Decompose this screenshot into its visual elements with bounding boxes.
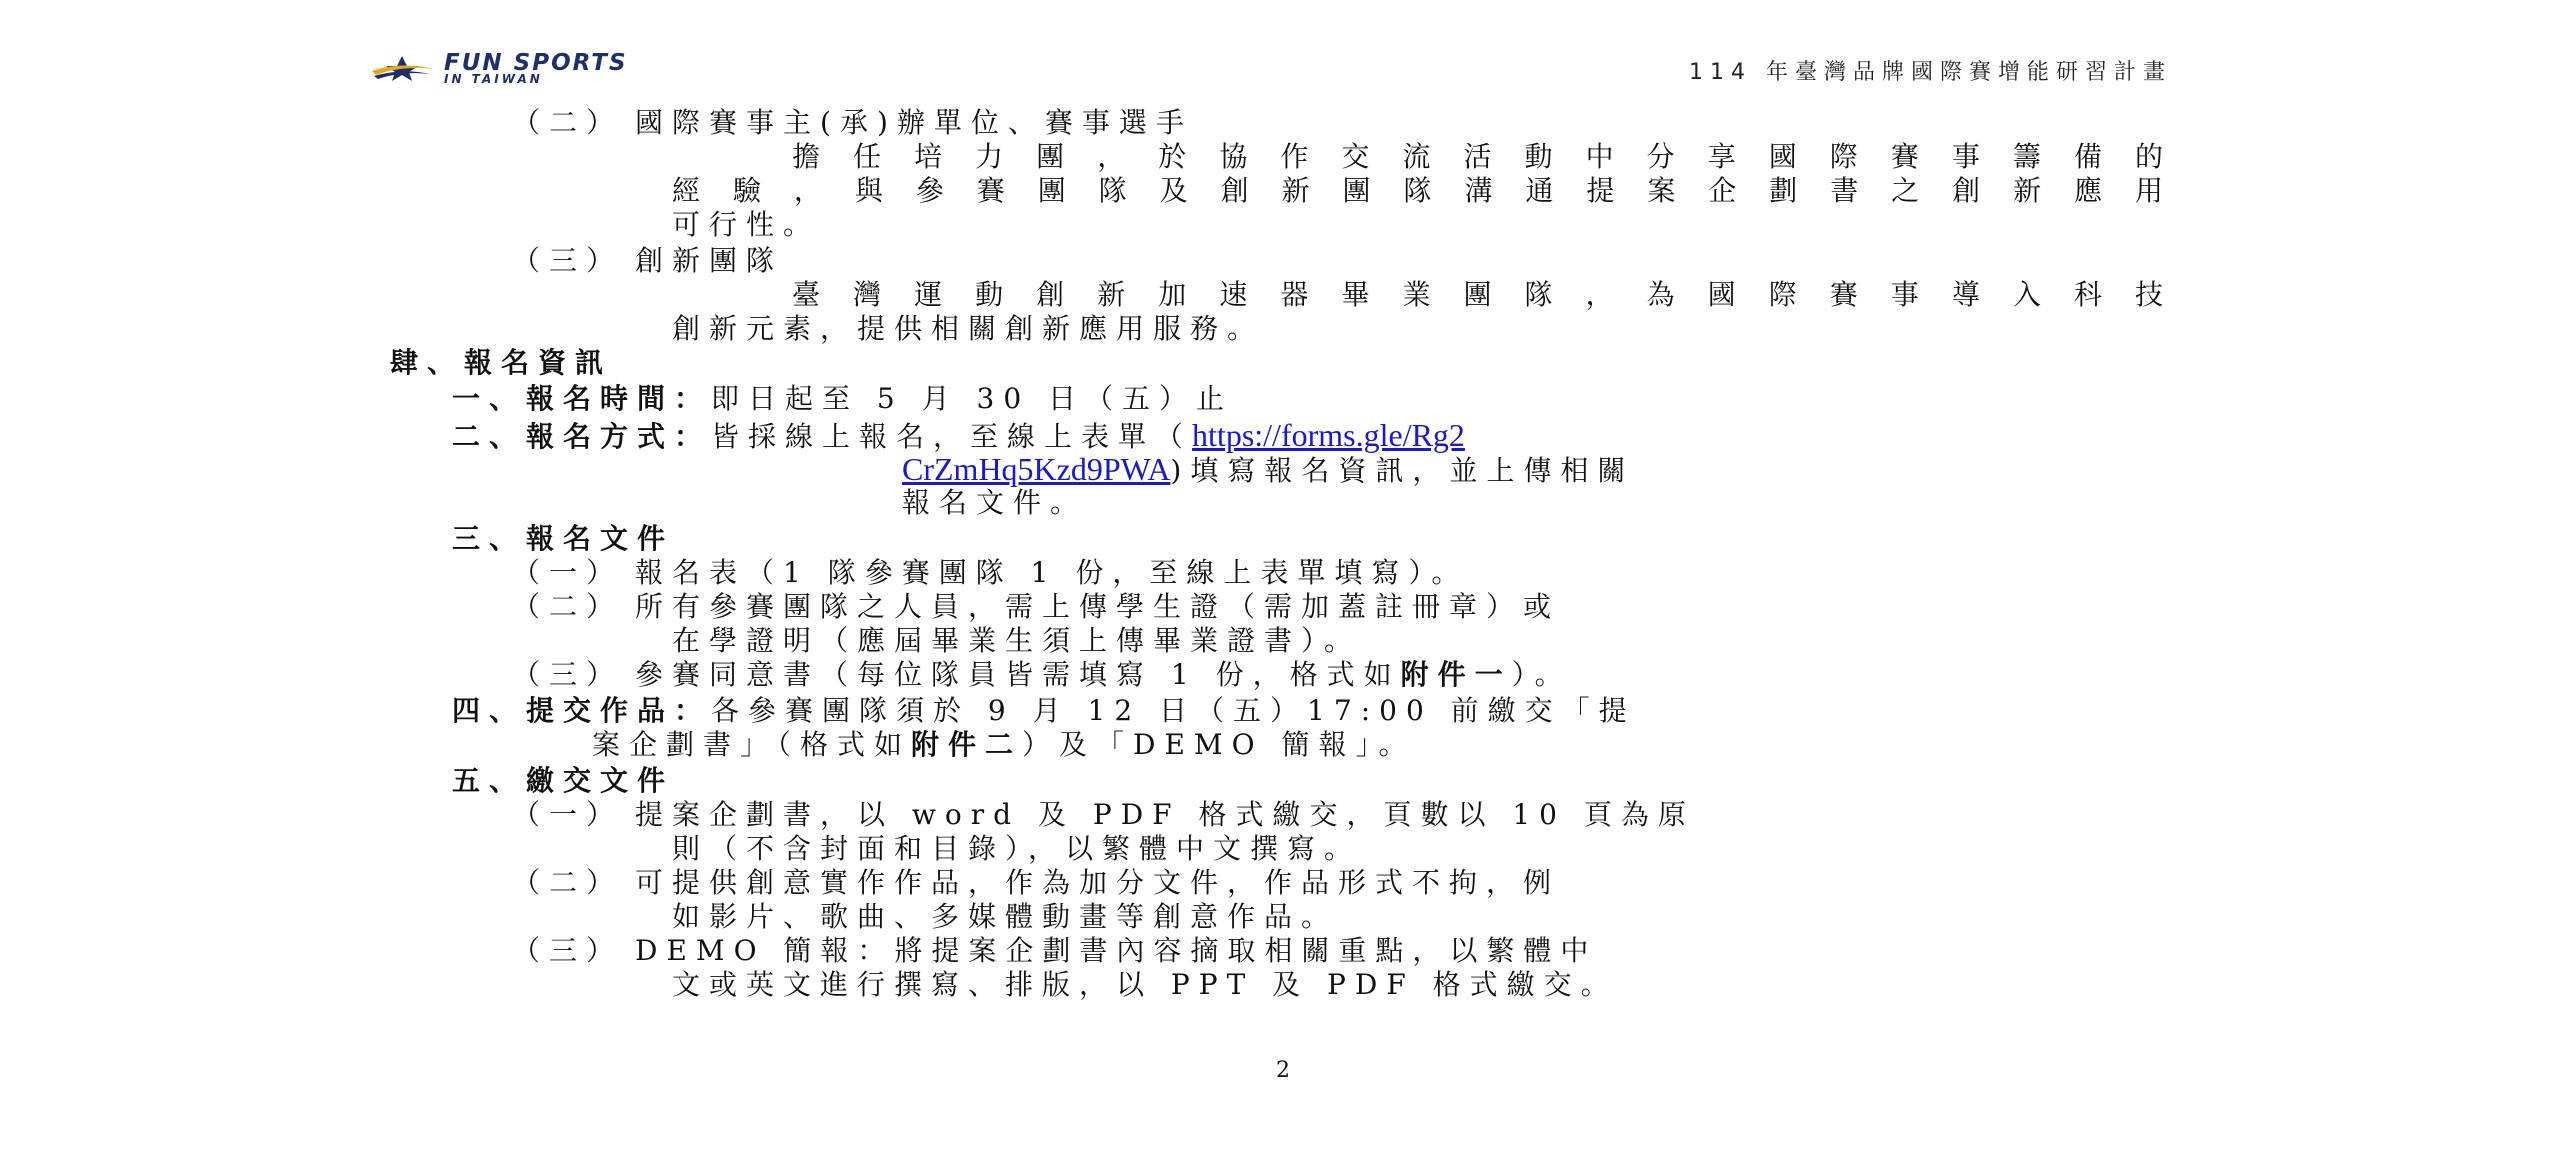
paragraph-line: 如影片、歌曲、多媒體動畫等創意作品。 (672, 900, 1339, 933)
list-item (512, 934, 1597, 968)
item-text: 報名表（1 隊參賽團隊 1 份，至線上表單填寫）。 (635, 556, 1469, 589)
item-text: 提案企劃書，以 word 及 PDF 格式繳交，頁數以 10 頁為原 (635, 798, 1695, 831)
subsection-heading: 五、繳交文件 (452, 764, 675, 797)
section-2-2-heading (512, 106, 1193, 140)
section-heading: 肆、報名資訊 (390, 346, 613, 379)
item-label: 二、報名方式： (452, 420, 712, 453)
item-text: 皆採線上報名，至線上表單（ (711, 420, 1193, 453)
form-link[interactable]: https://forms.gle/Rg2 (1192, 417, 1465, 453)
paragraph-line: 在學證明（應屆畢業生須上傳畢業證書）。 (672, 624, 1362, 657)
item-label: （三） (512, 658, 624, 691)
paragraph-line: 文或英文進行撰寫、排版，以 PPT 及 PDF 格式繳交。 (672, 968, 1618, 1001)
paragraph-line: 經驗，與參賽團隊及創新團隊溝通提案企劃書之創新應用 (672, 174, 2172, 207)
list-item (512, 590, 1560, 624)
item-text: ）。 (1511, 658, 1572, 691)
item-label: （二） (512, 866, 624, 899)
subsection-heading: 三、報名文件 (452, 522, 675, 555)
list-item (512, 556, 1468, 590)
submission-item-cont (592, 728, 1415, 762)
logo-line1: FUN SPORTS (444, 49, 628, 76)
registration-method-cont (902, 452, 1634, 488)
paragraph-line: 則（不含封面和目錄），以繁體中文撰寫。 (672, 832, 1362, 865)
item-text: DEMO 簡報：將提案企劃書內容摘取相關重點，以繁體中 (635, 934, 1598, 967)
item-text: 參賽同意書（每位隊員皆需填寫 1 份，格式如 (635, 658, 1401, 691)
item-title: 創新團隊 (635, 244, 784, 277)
logo-line2: IN TAIWAN (444, 71, 543, 86)
paragraph-line: 擔任培力團，於協作交流活動中分享國際賽事籌備的 (792, 140, 2172, 173)
item-text: 即日起至 5 月 30 日（五）止 (711, 382, 1234, 415)
item-label: （一） (512, 798, 624, 831)
fun-sports-logo (372, 49, 628, 86)
item-label: （二） (512, 106, 624, 139)
section-2-3-heading (512, 244, 783, 278)
item-label: （二） (512, 590, 624, 623)
appendix-ref: 附件二 (911, 728, 1023, 761)
item-label: （三） (512, 244, 624, 277)
item-title: 國際賽事主(承)辦單位、賽事選手 (635, 106, 1193, 139)
list-item (512, 798, 1695, 832)
item-label: 一、報名時間： (452, 382, 712, 415)
paragraph-line: 報名文件。 (902, 486, 1088, 519)
item-text: 案企劃書」（格式如 (592, 728, 912, 761)
list-item (512, 658, 1572, 692)
list-item (512, 866, 1560, 900)
item-text: )填寫報名資訊，並上傳相關 (1170, 454, 1635, 487)
appendix-ref: 附件一 (1400, 658, 1512, 691)
paragraph-line: 創新元素，提供相關創新應用服務。 (672, 312, 1265, 345)
document-title: 114 年臺灣品牌國際賽增能研習計畫 (1689, 60, 2172, 85)
item-text: 各參賽團隊須於 9 月 12 日（五）17:00 前繳交「提 (711, 694, 1636, 727)
star-swoosh-icon (372, 54, 434, 82)
registration-method (452, 418, 1465, 454)
item-label: 四、提交作品： (452, 694, 712, 727)
page-number: 2 (1276, 1058, 1290, 1083)
registration-time (452, 382, 1233, 416)
paragraph-line: 臺灣運動創新加速器畢業團隊，為國際賽事導入科技 (792, 278, 2172, 311)
item-text: 可提供創意實作作品，作為加分文件，作品形式不拘，例 (635, 866, 1561, 899)
paragraph-line: 可行性。 (672, 208, 821, 241)
item-text: 所有參賽團隊之人員，需上傳學生證（需加蓋註冊章）或 (635, 590, 1561, 623)
item-text: ）及「DEMO 簡報」。 (1022, 728, 1416, 761)
item-label: （一） (512, 556, 624, 589)
form-link-continued[interactable]: CrZmHq5Kzd9PWA (902, 451, 1171, 487)
item-label: （三） (512, 934, 624, 967)
submission-item (452, 694, 1636, 728)
